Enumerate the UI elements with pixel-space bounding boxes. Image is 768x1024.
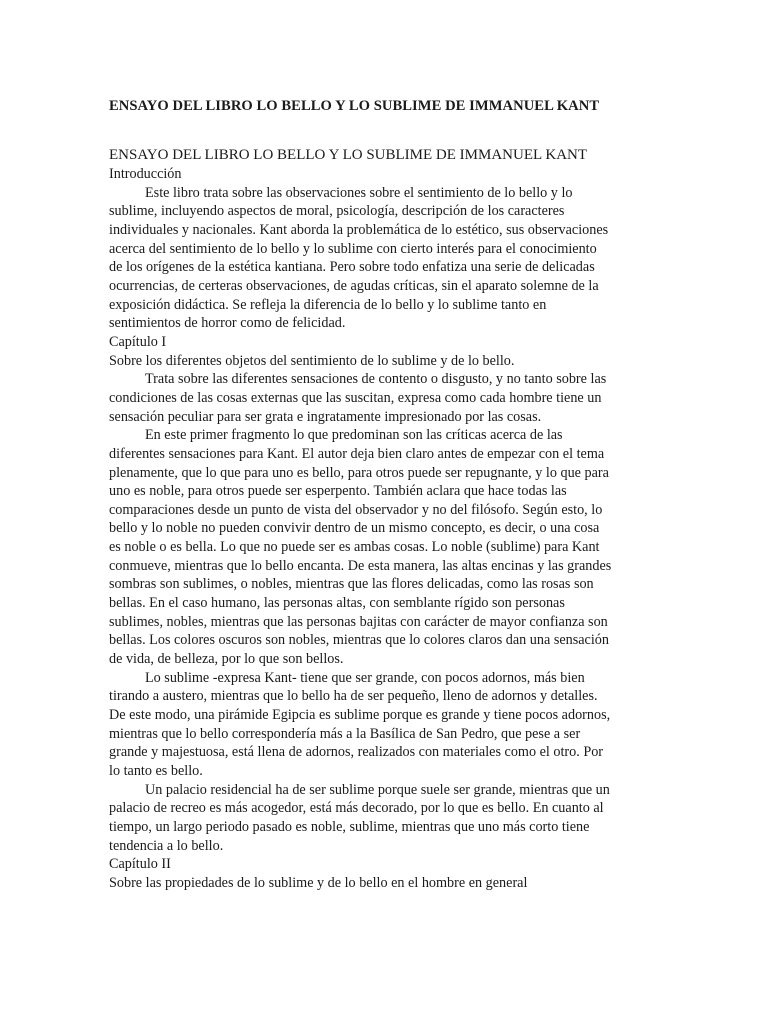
text-line: De este modo, una pirámide Egipcia es sublime porque es grande y tiene pocos adornos, [109,707,611,724]
text-line: diferentes sensaciones para Kant. El autor deja bien claro antes de empezar con el tema [109,445,605,462]
document-body [109,165,659,893]
text-line: grande y majestuosa, está llena de adornos, realizados con materiales como el otro. Por [109,744,604,761]
chapter-heading: Capítulo II [109,856,171,873]
text-line: comparaciones desde un punto de vista del observador y no del filósofo. Según esto, lo [109,501,603,518]
text-line: lo tanto es bello. [109,763,203,779]
document-page [109,95,659,893]
essay-subtitle: ENSAYO DEL LIBRO LO BELLO Y LO SUBLIME DE IMMANUEL KANT [109,147,588,163]
text-line: mientras que lo bello correspondería más a la Basílica de San Pedro, que pese a ser [109,725,581,742]
text-line: sentimientos de horror como de felicidad. [109,315,346,332]
text-line: de vida, de belleza, por lo que son bellos. [109,651,344,668]
text-line: tendencia a lo bello. [109,837,224,854]
text-line: individuales y nacionales. Kant aborda la problemática de lo estético, sus observaciones [109,221,609,238]
text-line: bello y lo noble no pueden convivir dentro de un mismo concepto, es decir, o una cosa [109,520,600,537]
section-heading: Introducción [109,166,182,182]
text-line: es noble o es bella. Lo que no puede ser es ambas cosas. Lo noble (sublime) para Kant [109,539,600,556]
chapter-heading: Capítulo I [109,333,167,350]
text-line: plenamente, que lo que para uno es bello, para otros puede ser repugnante, y lo que para [109,464,609,481]
text-line: bellas. En el caso humano, las personas altas, con semblante rígido son personas [109,595,565,612]
text-line: conmueve, mientras que lo bello encanta. De esta manera, las altas encinas y las grandes [109,557,612,574]
text-line: Sobre los diferentes objetos del sentimiento de lo sublime y de lo bello. [109,352,515,369]
text-line: uno es noble, para otros puede ser esperpento. También aclara que hace todas las [109,483,567,500]
text-line: Este libro trata sobre las observaciones sobre el sentimiento de lo bello y lo [145,184,573,201]
text-line: Sobre las propiedades de lo sublime y de lo bello en el hombre en general [109,874,528,891]
text-line: acerca del sentimiento de lo bello y lo sublime con cierto interés para el conocimiento [109,240,597,257]
text-line: sublimes, nobles, mientras que las personas bajitas con carácter de mayor confianza son [109,613,608,630]
text-line: Lo sublime -expresa Kant- tiene que ser grande, con pocos adornos, más bien [145,669,585,686]
text-line: sombras son sublimes, o nobles, mientras que las flores delicadas, como las rosas son [109,576,594,593]
text-line: Trata sobre las diferentes sensaciones de contento o disgusto, y no tanto sobre las [145,371,607,388]
text-line: Un palacio residencial ha de ser sublime porque suele ser grande, mientras que un [145,781,610,798]
text-line: bellas. Los colores oscuros son nobles, mientras que lo colores claros dan una sensación [109,632,609,649]
text-line: sublime, incluyendo aspectos de moral, psicología, descripción de los caracteres [109,203,565,220]
document-title: ENSAYO DEL LIBRO LO BELLO Y LO SUBLIME DE IMMANUEL KANT [109,98,600,114]
text-line: tirando a austero, mientras que lo bello ha de ser pequeño, lleno de adornos y detalles. [109,688,598,705]
text-line: de los orígenes de la estética kantiana. Pero sobre todo enfatiza una serie de delicadas [109,259,595,276]
text-line: ocurrencias, de certeras observaciones, de agudas críticas, sin el aparato solemne de la [109,277,599,294]
text-line: tiempo, un largo periodo pasado es noble, sublime, mientras que uno más corto tiene [109,818,590,835]
text-line: En este primer fragmento lo que predominan son las críticas acerca de las [145,427,563,444]
text-line: palacio de recreo es más acogedor, está más decorado, por lo que es bello. En cuanto al [109,800,604,817]
text-line: exposición didáctica. Se refleja la diferencia de lo bello y lo sublime tanto en [109,296,547,313]
text-line: sensación peculiar para ser grata e ingratamente impresionado por las cosas. [109,408,542,425]
text-line: condiciones de las cosas externas que las suscitan, expresa como cada hombre tiene un [109,389,602,406]
